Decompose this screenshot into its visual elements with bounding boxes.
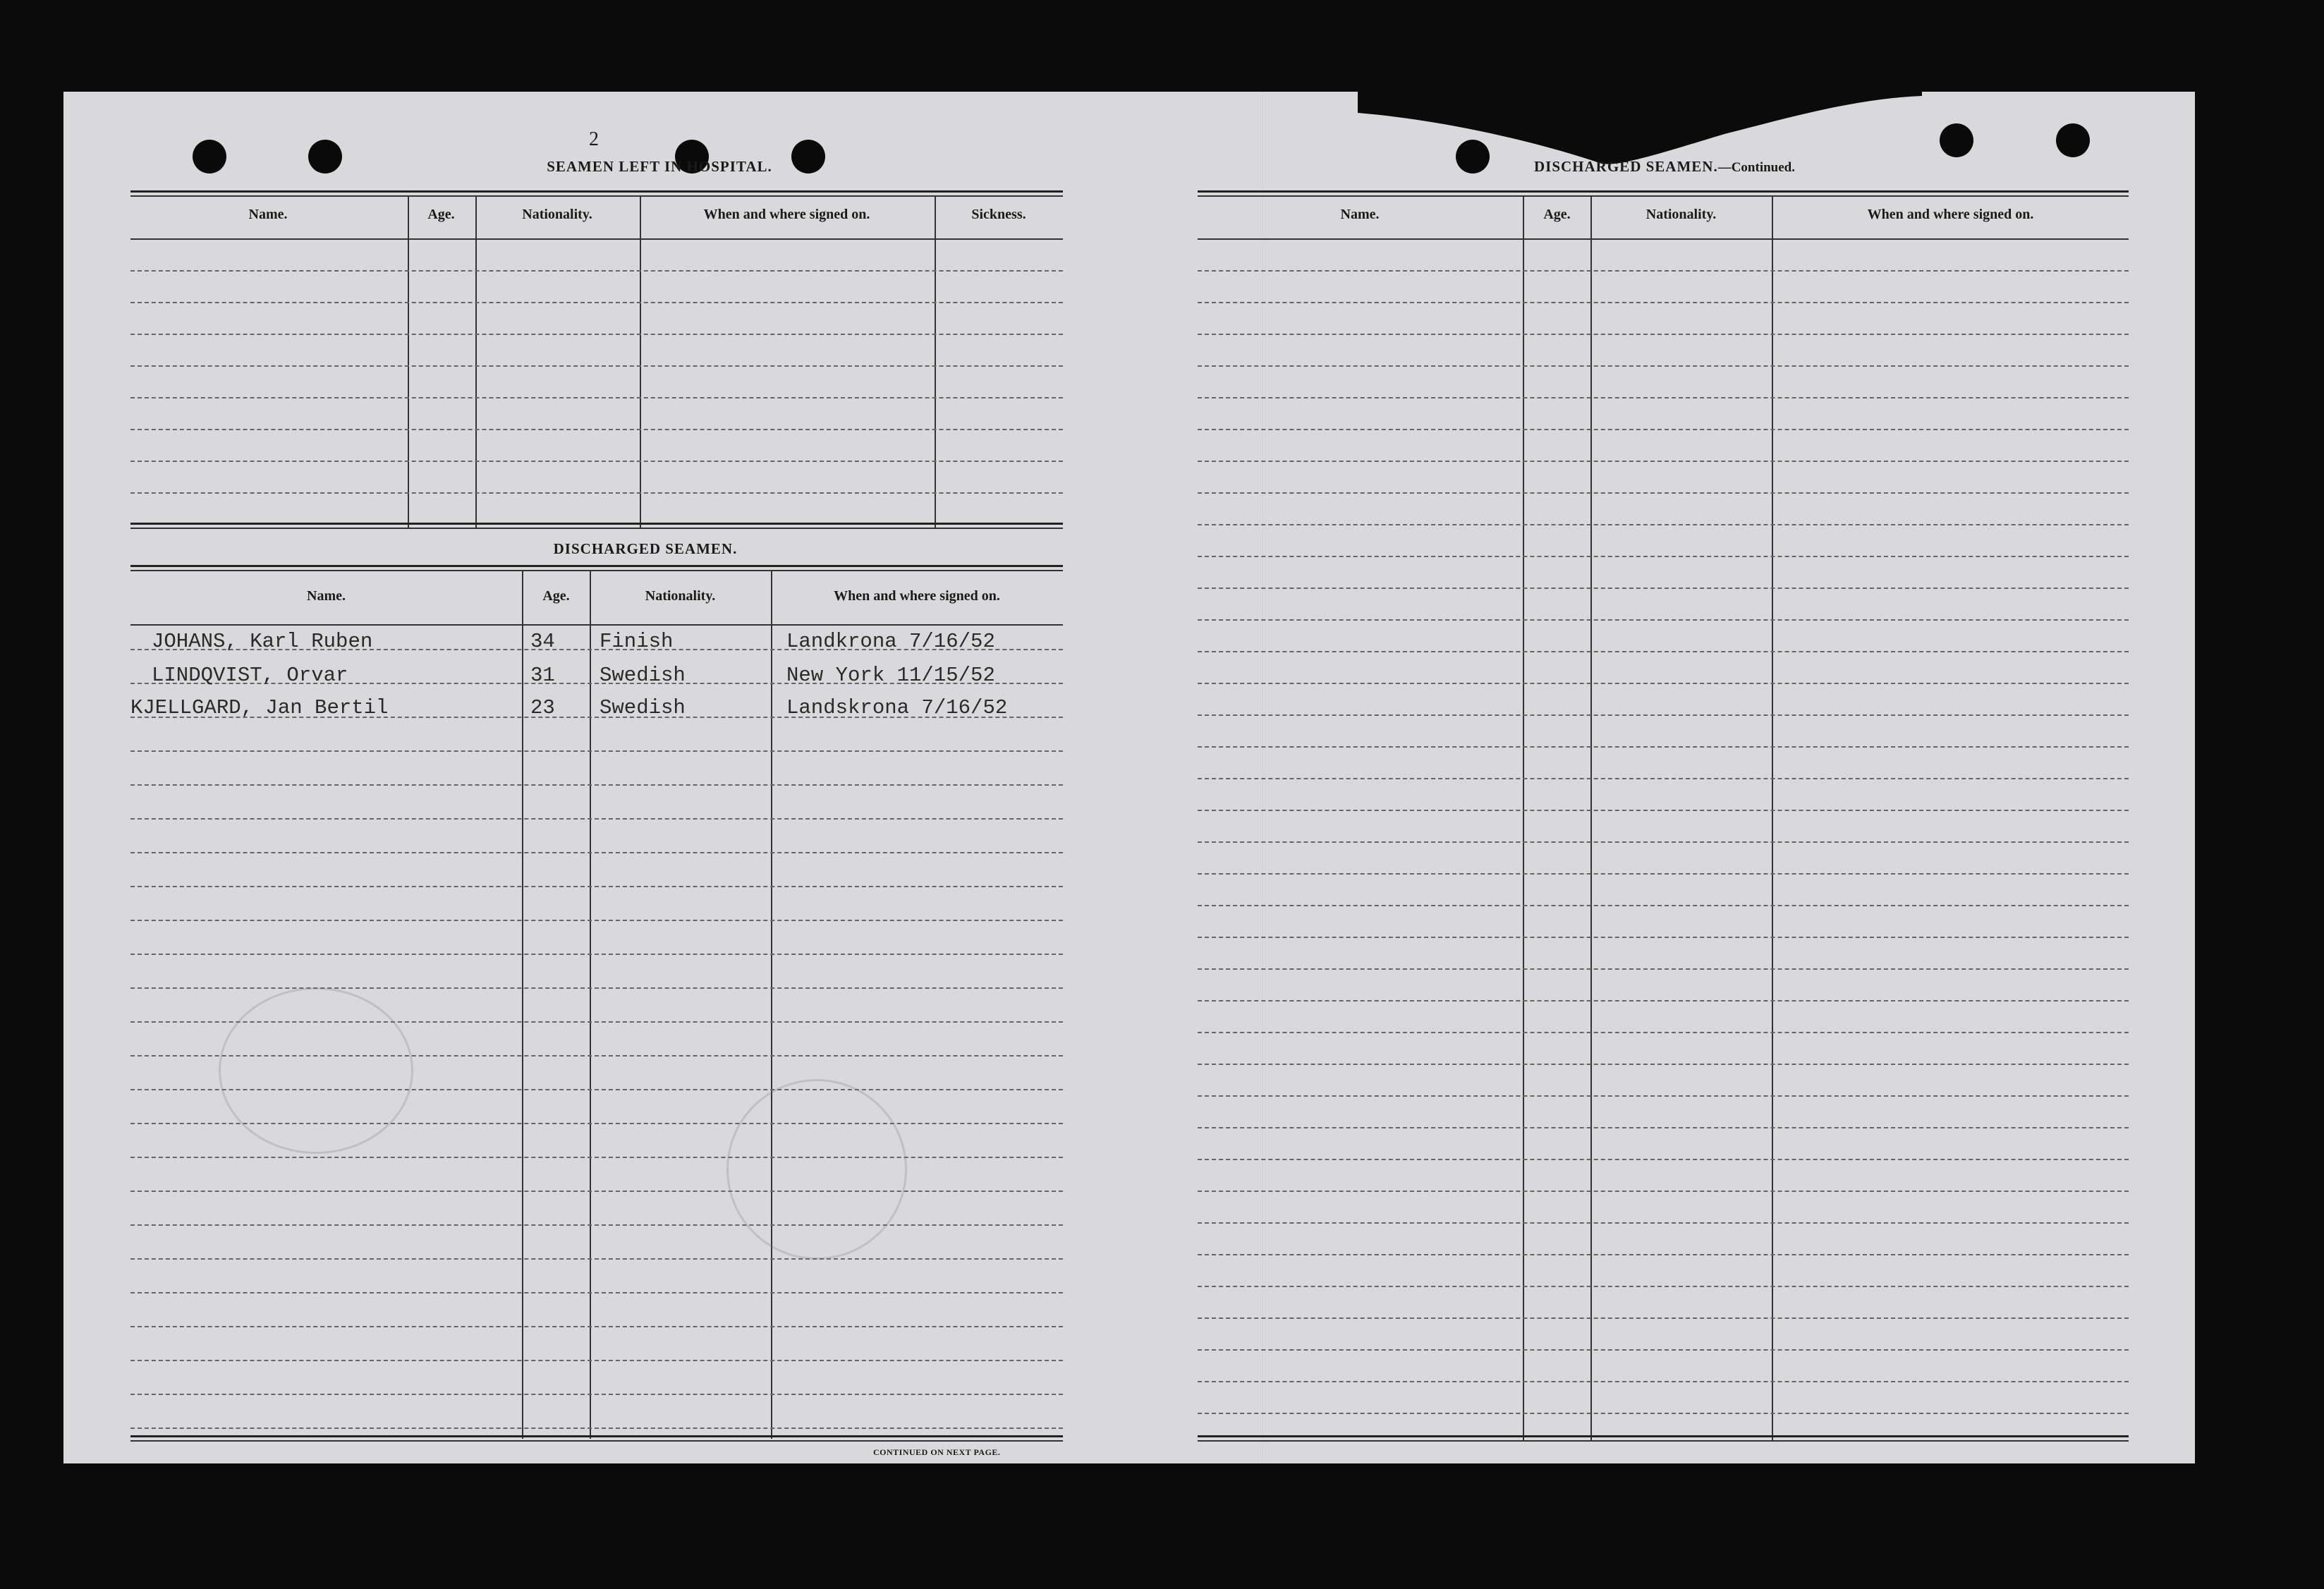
punch-hole (193, 140, 226, 173)
form-line (1198, 873, 2129, 875)
form-line (130, 886, 1063, 887)
entry-nationality: Finish (600, 630, 674, 653)
discharged-top-rule (130, 565, 1063, 567)
form-line (1198, 746, 2129, 748)
right-top-rule-2 (1198, 195, 2129, 197)
form-line (130, 954, 1063, 955)
punch-hole (2056, 123, 2090, 157)
entry-name: KJELLGARD, Jan Bertil (130, 696, 389, 719)
form-line (130, 920, 1063, 921)
form-line (1198, 524, 2129, 525)
faded-stamp (726, 1079, 907, 1260)
hospital-col-sickness: Sickness. (971, 207, 1026, 222)
form-line (1198, 429, 2129, 430)
entry-signed-on: Landkrona 7/16/52 (786, 630, 995, 653)
form-line (1198, 1254, 2129, 1255)
form-line (1198, 1000, 2129, 1002)
form-line (1198, 778, 2129, 779)
form-line (130, 461, 1063, 462)
form-line (1198, 1413, 2129, 1414)
form-line (1198, 492, 2129, 494)
page-number: 2 (589, 128, 599, 150)
entry-name: LINDQVIST, Orvar (152, 664, 348, 687)
continued-title-suffix: —Continued. (1717, 160, 1795, 175)
form-line (130, 1394, 1063, 1395)
form-line (1198, 1349, 2129, 1351)
hospital-bottom-rule-2 (130, 528, 1063, 529)
right-top-rule (1198, 190, 2129, 193)
document-sheet (63, 92, 2195, 1463)
hospital-top-rule (130, 190, 1063, 193)
form-line (1198, 461, 2129, 462)
form-line (130, 302, 1063, 303)
form-line (130, 1292, 1063, 1293)
discharged-top-rule-2 (130, 570, 1063, 571)
hospital-bottom-rule (130, 523, 1063, 525)
hospital-col-nationality: Nationality. (522, 207, 592, 222)
form-line (130, 852, 1063, 853)
form-line (1198, 1191, 2129, 1192)
discharged-col-age: Age. (542, 588, 570, 604)
faded-stamp (219, 987, 413, 1154)
discharged-col-name: Name. (307, 588, 346, 604)
form-line (130, 1157, 1063, 1158)
discharged-header-rule (130, 624, 1063, 626)
continued-title-text: DISCHARGED SEAMEN. (1534, 158, 1718, 175)
entry-age: 31 (530, 664, 555, 687)
discharged-col-signed-on: When and where signed on. (834, 588, 1000, 604)
form-line (1198, 334, 2129, 335)
entry-name: JOHANS, Karl Ruben (152, 630, 373, 653)
form-line (1198, 1317, 2129, 1319)
form-line (1198, 810, 2129, 811)
form-line (130, 429, 1063, 430)
form-line (130, 270, 1063, 272)
form-line (130, 1360, 1063, 1361)
form-line (130, 492, 1063, 494)
form-line (1198, 1159, 2129, 1160)
punch-hole (308, 140, 342, 173)
hospital-divider (640, 195, 641, 529)
form-line (1198, 556, 2129, 557)
right-col-name: Name. (1340, 207, 1380, 222)
form-line (1198, 1381, 2129, 1382)
form-line (130, 365, 1063, 367)
form-line (130, 818, 1063, 820)
entry-signed-on: Landskrona 7/16/52 (786, 696, 1008, 719)
right-bottom-rule-2 (1198, 1440, 2129, 1442)
hospital-divider (935, 195, 936, 529)
discharged-divider (522, 570, 523, 1439)
right-col-signed-on: When and where signed on. (1867, 207, 2034, 222)
hospital-divider (408, 195, 409, 529)
form-line (1198, 683, 2129, 684)
form-line (1198, 1095, 2129, 1097)
form-line (1198, 365, 2129, 367)
hospital-header-rule (130, 238, 1063, 240)
punch-hole (1940, 123, 1973, 157)
hospital-section-title: SEAMEN LEFT IN HOSPITAL. (547, 158, 772, 175)
form-line (1198, 841, 2129, 843)
right-bottom-rule (1198, 1435, 2129, 1437)
discharged-divider (771, 570, 772, 1439)
right-col-age: Age. (1543, 207, 1571, 222)
form-line (1198, 905, 2129, 906)
form-line (1198, 968, 2129, 970)
hospital-col-age: Age. (427, 207, 455, 222)
form-line (1198, 1222, 2129, 1224)
form-line (1198, 651, 2129, 652)
entry-nationality: Swedish (600, 664, 686, 687)
entry-age: 23 (530, 696, 555, 719)
discharged-bottom-rule-2 (130, 1440, 1063, 1442)
form-line (1198, 714, 2129, 716)
form-line (130, 987, 1063, 989)
form-line (130, 750, 1063, 752)
discharged-divider (590, 570, 591, 1439)
form-line (1198, 937, 2129, 938)
entry-signed-on: New York 11/15/52 (786, 664, 995, 687)
hospital-col-name: Name. (248, 207, 288, 222)
form-line (1198, 1064, 2129, 1065)
punch-hole (1456, 140, 1490, 173)
hospital-top-rule-2 (130, 195, 1063, 197)
right-header-rule (1198, 238, 2129, 240)
form-line (130, 1191, 1063, 1192)
form-line (1198, 1127, 2129, 1128)
discharged-section-title: DISCHARGED SEAMEN. (553, 540, 738, 557)
form-line (130, 1326, 1063, 1327)
right-col-nationality: Nationality. (1645, 207, 1717, 222)
form-line (130, 397, 1063, 398)
form-line (130, 784, 1063, 786)
form-line (130, 1224, 1063, 1226)
form-line (130, 1258, 1063, 1260)
hospital-col-signed-on: When and where signed on. (703, 207, 870, 222)
form-line (1198, 1032, 2129, 1033)
form-line (130, 334, 1063, 335)
form-line (1198, 1286, 2129, 1287)
continued-section-title (1495, 158, 1834, 176)
discharged-col-nationality: Nationality. (645, 588, 716, 604)
discharged-bottom-rule (130, 1435, 1063, 1437)
form-line (130, 1427, 1063, 1429)
hospital-divider (475, 195, 477, 529)
form-line (1198, 397, 2129, 398)
form-line (1198, 302, 2129, 303)
entry-nationality: Swedish (600, 696, 686, 719)
form-line (1198, 270, 2129, 272)
form-line (1198, 619, 2129, 621)
entry-age: 34 (530, 630, 555, 653)
form-line (1198, 587, 2129, 589)
continued-footer: CONTINUED ON NEXT PAGE. (873, 1447, 1001, 1457)
